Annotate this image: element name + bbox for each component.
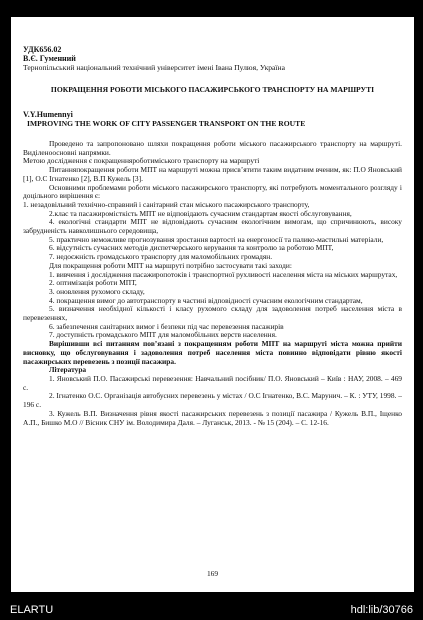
title-en: IMPROVING THE WORK OF CITY PASSENGER TRANSPORT ON THE ROUTE: [27, 119, 306, 128]
reference-item: 2. Ігнатенко О.С. Організація автобусних перевезень у містах / О.С Ігнатенко, В.С. Марунич. – К. : УТУ, 1998. – 196 с.: [23, 391, 402, 410]
affiliation: Тернопільський національний технічний університет імені Івана Пулюя, Україна: [23, 63, 285, 72]
paragraph-abstract: Проведено та запропоновано шляхи покращення роботи міського пасажирського транспорту на маршруті. Виділеноосновні напрямки.: [23, 139, 402, 157]
paragraph-review: Питанняпокращення роботи МПТ на маршруті можна присв’ятити таким видатним вченим, як: П.О Яновський [1], О.С Ігнатенко [2], В.П Кужель [3].: [23, 165, 402, 183]
literature-heading: Література: [49, 365, 87, 375]
title-ua: ПОКРАЩЕННЯ РОБОТИ МІСЬКОГО ПАСАЖИРСЬКОГО ТРАНСПОРТУ НА МАРШРУТІ: [50, 85, 375, 94]
problem-item: 2.клас та пасажиромісткість МПТ не відповідають сучасним стандартам якості обслуговування,: [49, 208, 352, 218]
paragraph-problems-intro: Основними проблемами роботи міського пасажирського транспорту, які потребують моментального розгляду і доцільного вирішення є:: [23, 182, 402, 201]
author-ua: В.Є. Гуменний: [23, 54, 76, 63]
measure-item: 4. покращення вимог до автотранспорту в частині відповідності сучасним екологічним стандартам,: [49, 295, 363, 305]
article-body: [23, 140, 402, 427]
document-page: [11, 17, 414, 592]
paragraph-conclusion: Вирішивши всі питанням пов’язані з покращенням роботи МПТ на маршруті міста можна прийти висновку, що обслуговування і задоволення потреб населення міста повинно відповідати рівню якості пасажирських перевезень з позиції пасажира.: [23, 339, 402, 366]
measure-item: 5. визначення необхідної кількості і класу рухомого складу для задоволення потреб населення міста в перевезеннях,: [23, 304, 402, 323]
repository-name: ELARTU: [10, 604, 54, 616]
measure-item: 3. оновлення рухомого складу,: [49, 286, 145, 296]
measure-item: 1. вивчення і дослідження пасажиропотоків і транспортної рухливості населення міста на міських маршрутах,: [49, 269, 398, 279]
problem-item: 7. недоєжність громадського транспорту для маломобільних громадян.: [49, 252, 273, 262]
udc-code: УДК656.02: [23, 45, 62, 54]
problem-item: 6. відсутність сучасних методів диспетчерського керування та контролю за роботою МПТ,: [49, 243, 334, 253]
handle-id: hdl:lib/30766: [350, 604, 413, 616]
paragraph-aim: Метою дослідження є покращенняроботиміського транспорту на маршруті: [23, 156, 260, 166]
reference-item: 3. Кужель В.П. Визначення рівня якості пасажирських перевезень з позиції пасажира / Кужель В.П., Іщенко А.П., Бишко М.О // Вісник СНУ ім. Володимира Даля. – Луганськ, 2013. - № 15 (204). – С. 12-16.: [23, 408, 402, 427]
measure-item: 7. доступність громадського МПТ для маломобільних верств населення.: [49, 330, 277, 340]
repository-footer: [0, 600, 423, 620]
reference-item: 1. Яновський П.О. Пасажирські перевезення: Навчальний посібник/ П.О. Яновський – Київ : НАУ, 2008. – 469 с.: [23, 373, 402, 392]
measure-item: 2. оптимізація роботи МПТ,: [49, 278, 137, 288]
paragraph-measures-intro: Для покращення роботи МПТ на маршруті потрібно застосувати такі заходи:: [49, 260, 292, 270]
measure-item: 6. забезпечення санітарних вимог і безпеки під час перевезення пасажирів: [49, 321, 284, 331]
page-number: 169: [206, 569, 219, 578]
problem-item: 1. незадовільний технічно-справний і санітарний стан міського пасажирського транспорту,: [23, 199, 310, 209]
author-en: V.Y.Humennyi: [23, 110, 73, 119]
problem-item: 4. екологічні стандарти МПТ не відповідають сучасним екологічним вимогам, що спричинюють, високу забрудненість навколишнього середовища,: [23, 217, 402, 236]
problem-item: 5. практично неможливе прогнозування зростання вартості на енергоносії та палико-мастильні матеріали,: [49, 234, 384, 244]
